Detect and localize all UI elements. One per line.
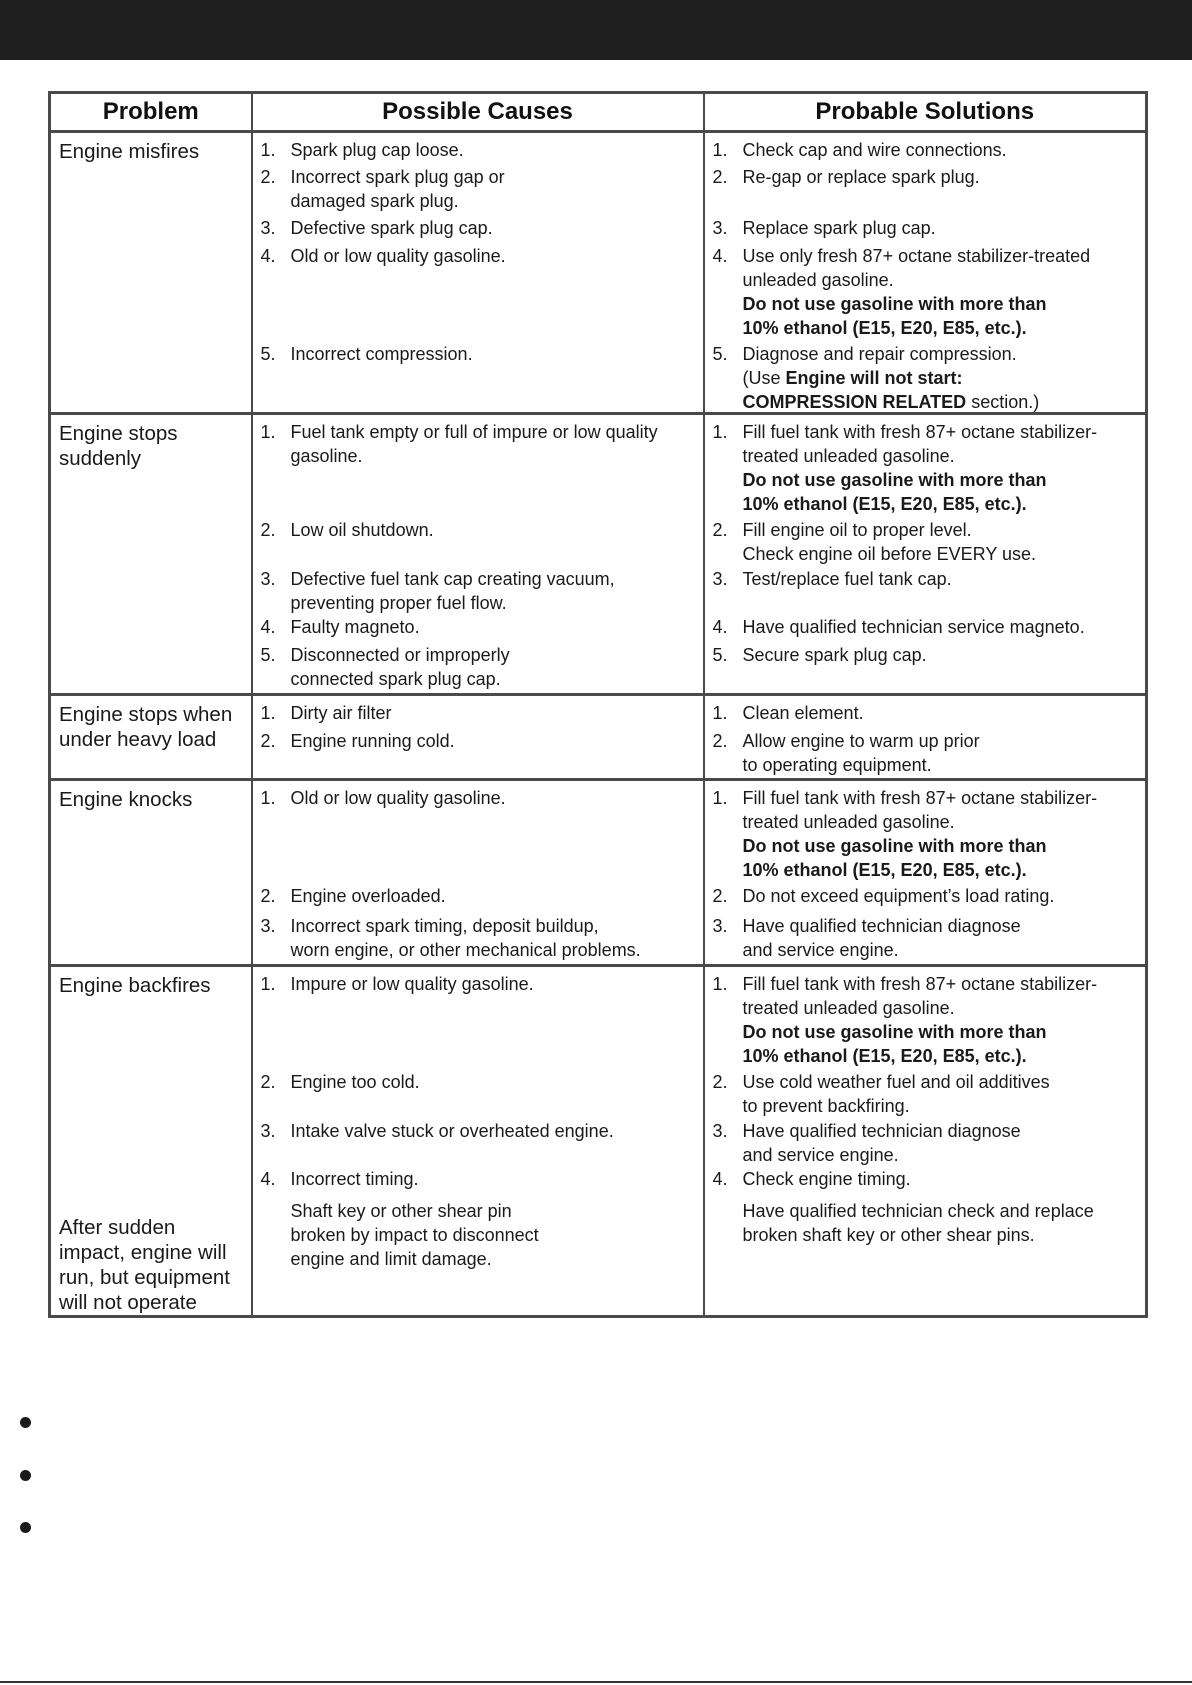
solution-item: 1. Fill fuel tank with fresh 87+ octane stabilizer- treated unleaded gasoline. Do not use gasoline with more than 10% ethanol (E15, E20, E85, etc.). [705,967,1146,1070]
problem-label: Engine knocks [59,788,193,811]
solution-item: 1. Fill fuel tank with fresh 87+ octane stabilizer- treated unleaded gasoline. Do not use gasoline with more than 10% ethanol (E15, E20, E85, etc.). [705,415,1146,518]
solution-item: 1. Check cap and wire connections. [712,140,1007,160]
cause-item: 5. Incorrect compression. [260,344,473,364]
cause-item: 2. Engine running cold. [260,731,455,751]
ethanol-warning: Do not use gasoline with more than 10% ethanol (E15, E20, E85, etc.). [742,836,1047,880]
cause-item: 1. Dirty air filter [260,703,392,723]
solution-item: 3. Have qualified technician diagnose and service engine. [712,1121,1021,1165]
ethanol-warning: Do not use gasoline with more than 10% ethanol (E15, E20, E85, etc.). [742,294,1047,338]
cause-item: 4. Faulty magneto. [260,617,420,637]
cause-item: 1. Fuel tank empty or full of impure or low quality gasoline. [260,422,658,466]
solution-item: 2. Fill engine oil to proper level. Check engine oil before EVERY use. [712,520,1037,564]
table-row [50,780,1147,966]
solution-item: Have qualified technician check and replace broken shaft key or other shear pins. [742,1201,1094,1245]
ethanol-warning: Do not use gasoline with more than 10% ethanol (E15, E20, E85, etc.). [742,470,1047,514]
cause-item: 3. Defective fuel tank cap creating vacuum, preventing proper fuel flow. [260,569,615,613]
causes-cell [252,132,704,414]
solution-item: 4. Check engine timing. [712,1169,911,1189]
problem-cell [50,695,252,780]
solution-item: 3. Replace spark plug cap. [712,218,936,238]
solution-item: 3. Have qualified technician diagnose and service engine. [712,916,1021,960]
bullet-dot [20,1522,31,1533]
table-row [50,966,1147,1317]
header-probable-solutions: Probable Solutions [704,93,1147,132]
footer-divider [0,1681,1192,1683]
solution-item: 1. Fill fuel tank with fresh 87+ octane stabilizer- treated unleaded gasoline. Do not use gasoline with more than 10% ethanol (E15, E20, E85, etc.). [705,781,1146,884]
solutions-cell [704,780,1147,966]
problem-cell [50,966,252,1317]
table-row [50,132,1147,414]
section-reference: COMPRESSION RELATED [742,392,967,412]
cause-item: 2. Engine overloaded. [260,886,446,906]
cause-item: 1. Spark plug cap loose. [260,140,464,160]
header-possible-causes: Possible Causes [252,93,704,132]
solution-item: 1. Clean element. [712,703,864,723]
causes-cell [252,966,704,1317]
solution-item: 2. Do not exceed equipment’s load rating. [712,886,1055,906]
problem-label: Engine stops suddenly [59,422,178,470]
cause-item: 4. Old or low quality gasoline. [260,246,506,266]
problem-label: Engine misfires [59,140,200,163]
troubleshooting-table [48,91,1148,1318]
solution-item: 2. Allow engine to warm up prior to operating equipment. [712,731,980,775]
cause-item: 4. Incorrect timing. [260,1169,419,1189]
problem-cell [50,780,252,966]
header-bar [0,0,1192,60]
causes-cell [252,414,704,695]
problem-cell [50,132,252,414]
solutions-cell [704,132,1147,414]
causes-cell [252,780,704,966]
cause-item: 5. Disconnected or improperly connected spark plug cap. [260,645,510,689]
table-header-row [50,93,1147,132]
problem-label-after-impact: After sudden impact, engine will run, but equipment will not operate [59,1216,230,1314]
problem-label: Engine backfires [59,974,211,997]
header-problem: Problem [50,93,252,132]
cause-item: 3. Incorrect spark timing, deposit buildup, worn engine, or other mechanical problems. [260,916,641,960]
section-reference: Engine will not start: [785,368,963,388]
table-row [50,414,1147,695]
solution-item: 5. Diagnose and repair compression. (Use Engine will not start: COMPRESSION RELATED section.) [712,344,1040,412]
solution-item: 2. Re-gap or replace spark plug. [712,167,980,187]
problem-cell [50,414,252,695]
solutions-cell [704,695,1147,780]
solutions-cell [704,414,1147,695]
cause-item: 1. Impure or low quality gasoline. [260,974,534,994]
cause-item: 3. Intake valve stuck or overheated engine. [260,1121,614,1141]
cause-item: 2. Low oil shutdown. [260,520,434,540]
cause-item: Shaft key or other shear pin broken by impact to disconnect engine and limit damage. [290,1201,539,1269]
table-row [50,695,1147,780]
cause-item: 1. Old or low quality gasoline. [260,788,506,808]
solution-item: 3. Test/replace fuel tank cap. [712,569,952,589]
bullet-dot [20,1470,31,1481]
ethanol-warning: Do not use gasoline with more than 10% ethanol (E15, E20, E85, etc.). [742,1022,1047,1066]
problem-label: Engine stops when under heavy load [59,703,233,751]
solutions-cell [704,966,1147,1317]
bullet-dot [20,1417,31,1428]
causes-cell [252,695,704,780]
cause-item: 2. Incorrect spark plug gap or damaged spark plug. [260,167,505,211]
solution-item: 4. Have qualified technician service magneto. [712,617,1085,637]
solution-item: 4. Use only fresh 87+ octane stabilizer-treated unleaded gasoline. Do not use gasoline with more than 10% ethanol (E15, E20, E85, etc.). [705,244,1146,342]
solution-item: 2. Use cold weather fuel and oil additives to prevent backfiring. [712,1072,1050,1116]
solution-item: 5. Secure spark plug cap. [712,645,927,665]
cause-item: 2. Engine too cold. [260,1072,420,1092]
cause-item: 3. Defective spark plug cap. [260,218,493,238]
